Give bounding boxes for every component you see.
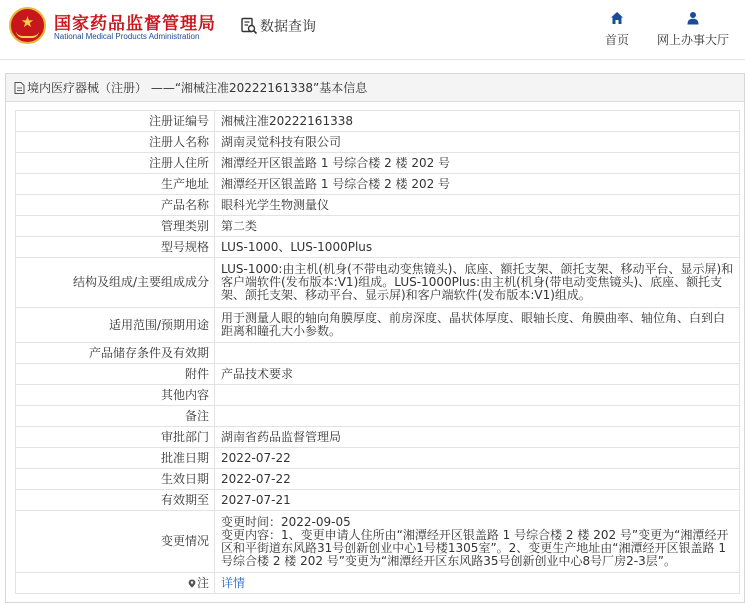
field-value: 湘械注准20222161338 bbox=[215, 111, 740, 132]
panel-title bbox=[6, 74, 744, 102]
field-label: 生效日期 bbox=[16, 469, 215, 490]
home-icon bbox=[610, 11, 624, 25]
table-row bbox=[16, 490, 740, 511]
table-row bbox=[16, 364, 740, 385]
data-query-link[interactable] bbox=[240, 16, 316, 36]
table-row bbox=[16, 343, 740, 364]
table-row bbox=[16, 427, 740, 448]
table-row bbox=[16, 111, 740, 132]
field-label: 适用范围/预期用途 bbox=[16, 308, 215, 343]
document-icon bbox=[14, 82, 25, 94]
site-header bbox=[0, 0, 745, 60]
table-row bbox=[16, 448, 740, 469]
header-divider bbox=[0, 59, 745, 60]
table-row bbox=[16, 132, 740, 153]
field-value bbox=[215, 385, 740, 406]
nav-service-hall-label: 网上办事大厅 bbox=[656, 33, 729, 47]
location-pin-icon bbox=[188, 579, 196, 588]
field-value: LUS-1000、LUS-1000Plus bbox=[215, 237, 740, 258]
note-label-text: 注 bbox=[196, 575, 209, 590]
change-content: 变更内容：1、变更申请人住所由“湘潭经开区银盖路 1 号综合楼 2 楼 202 号”变更为“湘潭经开区和平街道东风路31号创新创业中心1号楼1305室”。2、变更生产地址由“湘潭经开区银盖路 1 号综合楼 2 楼 202 号”变更为“湘潭经开区东风路35号创新创业中心8号厂房2-3层”。 bbox=[221, 527, 729, 568]
brand-name-cn: 国家药品监督管理局 bbox=[54, 14, 216, 34]
field-label: 备注 bbox=[16, 406, 215, 427]
nav-home[interactable] bbox=[600, 11, 634, 48]
field-value: 湖南省药品监督管理局 bbox=[215, 427, 740, 448]
field-label: 变更情况 bbox=[16, 511, 215, 573]
field-label: 产品名称 bbox=[16, 195, 215, 216]
table-row bbox=[16, 469, 740, 490]
nmpa-emblem-logo: ★ bbox=[9, 7, 46, 44]
nav-service-hall[interactable] bbox=[654, 11, 732, 48]
field-value: 2022-07-22 bbox=[215, 448, 740, 469]
field-value: 2027-07-21 bbox=[215, 490, 740, 511]
registration-info-table bbox=[15, 110, 740, 594]
field-label: 注册证编号 bbox=[16, 111, 215, 132]
table-row bbox=[16, 385, 740, 406]
change-time: 变更时间：2022-09-05 bbox=[221, 514, 351, 529]
data-query-label: 数据查询 bbox=[260, 19, 316, 35]
note-label bbox=[16, 573, 215, 594]
field-value: 眼科光学生物测量仪 bbox=[215, 195, 740, 216]
note-value bbox=[215, 573, 740, 594]
table-row bbox=[16, 153, 740, 174]
field-value: 湘潭经开区银盖路 1 号综合楼 2 楼 202 号 bbox=[215, 174, 740, 195]
field-label: 注册人名称 bbox=[16, 132, 215, 153]
field-label: 有效期至 bbox=[16, 490, 215, 511]
field-value: 湖南灵觉科技有限公司 bbox=[215, 132, 740, 153]
table-row bbox=[16, 511, 740, 573]
field-label: 附件 bbox=[16, 364, 215, 385]
field-value: 2022-07-22 bbox=[215, 469, 740, 490]
field-value: LUS-1000:由主机(机身(不带电动变焦镜头)、底座、额托支架、颌托支架、移动平台、显示屏)和客户端软件(发布版本:V1)组成。LUS-1000Plus:由主机(机身(带电动变焦镜头)、底座、额托支架、颌托支架、移动平台、显示屏)和客户端软件(发布版本:V1)组成。 bbox=[215, 258, 740, 308]
field-label: 审批部门 bbox=[16, 427, 215, 448]
detail-panel bbox=[5, 73, 745, 603]
table-row bbox=[16, 258, 740, 308]
document-search-icon bbox=[240, 17, 258, 35]
field-label: 注册人住所 bbox=[16, 153, 215, 174]
table-row bbox=[16, 174, 740, 195]
change-info-value bbox=[215, 511, 740, 573]
table-row bbox=[16, 216, 740, 237]
field-label: 生产地址 bbox=[16, 174, 215, 195]
table-row bbox=[16, 573, 740, 594]
nav-home-label: 首页 bbox=[604, 33, 629, 47]
field-label: 产品储存条件及有效期 bbox=[16, 343, 215, 364]
user-icon bbox=[686, 11, 700, 25]
field-label: 管理类别 bbox=[16, 216, 215, 237]
field-value bbox=[215, 406, 740, 427]
field-label: 批准日期 bbox=[16, 448, 215, 469]
table-row bbox=[16, 237, 740, 258]
field-value: 湘潭经开区银盖路 1 号综合楼 2 楼 202 号 bbox=[215, 153, 740, 174]
table-row bbox=[16, 308, 740, 343]
field-label: 型号规格 bbox=[16, 237, 215, 258]
field-value: 用于测量人眼的轴向角膜厚度、前房深度、晶状体厚度、眼轴长度、角膜曲率、轴位角、白到白距离和瞳孔大小参数。 bbox=[215, 308, 740, 343]
field-label: 结构及组成/主要组成成分 bbox=[16, 258, 215, 308]
table-row bbox=[16, 406, 740, 427]
field-label: 其他内容 bbox=[16, 385, 215, 406]
panel-title-text: 境内医疗器械（注册） ——“湘械注准20222161338”基本信息 bbox=[27, 81, 368, 95]
table-row bbox=[16, 195, 740, 216]
detail-link[interactable]: 详情 bbox=[221, 575, 246, 590]
field-value bbox=[215, 343, 740, 364]
field-value: 第二类 bbox=[215, 216, 740, 237]
brand-name-en: National Medical Products Administration bbox=[54, 32, 200, 41]
field-value: 产品技术要求 bbox=[215, 364, 740, 385]
